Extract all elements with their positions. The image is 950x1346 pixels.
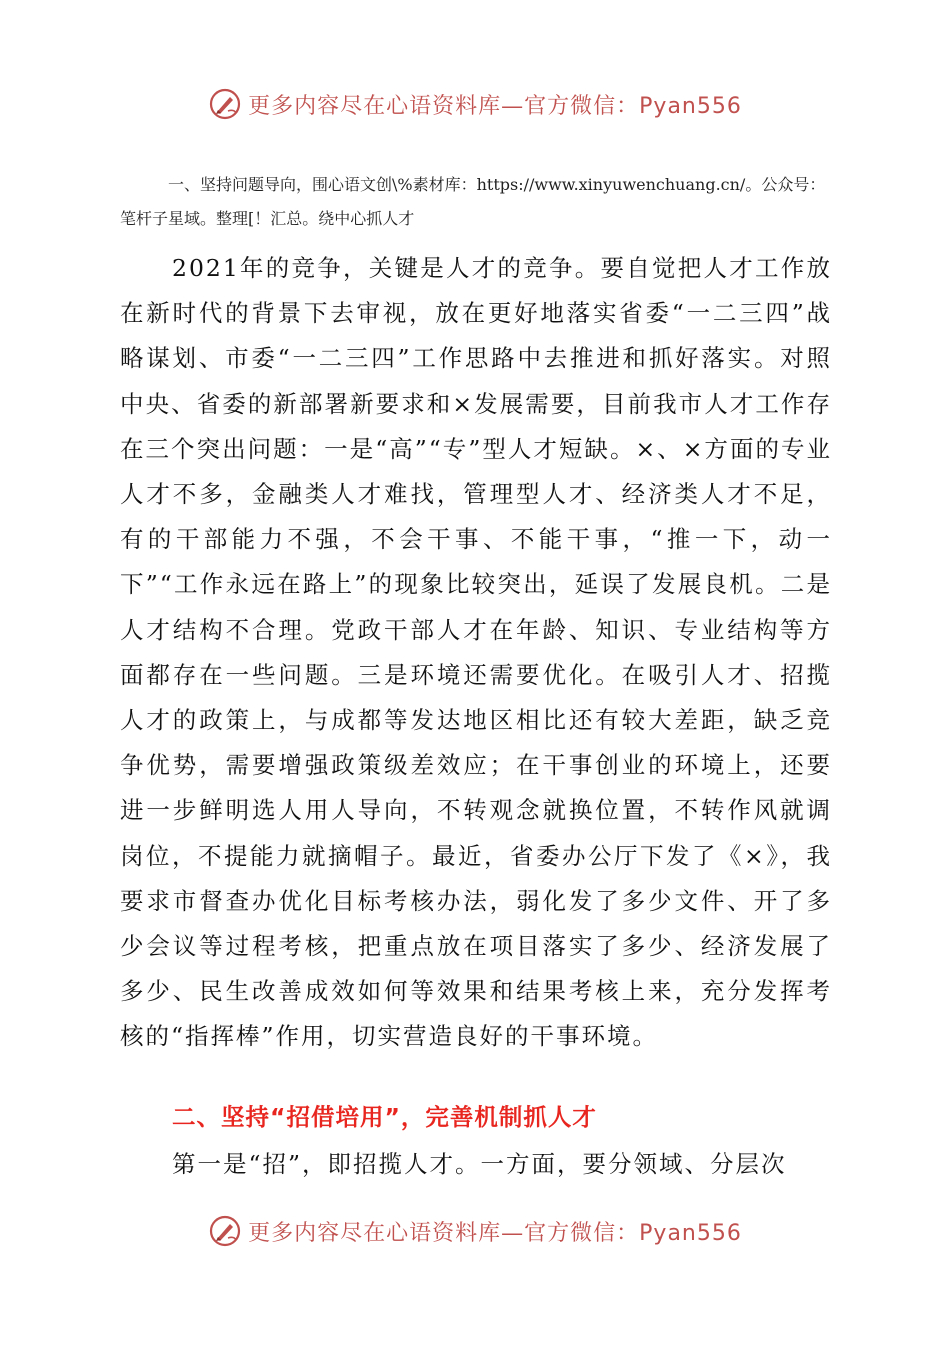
footer-banner (0, 1211, 950, 1251)
banner-text (248, 1216, 742, 1247)
header-banner (0, 84, 950, 124)
intro-line: 一、坚持问题导向，围心语文创\%素材库：https://www.xinyuwenchuang.cn/。公众号：笔杆子星域。整理[！汇总。绕中心抓人才 (120, 175, 826, 228)
section-heading: 二、坚持“招借培用”，完善机制抓人才 (172, 1103, 597, 1131)
banner-label: 更多内容尽在心语资料库—官方微信： (248, 93, 640, 119)
banner-handle: Pyan556 (639, 1220, 742, 1246)
banner-handle: Pyan556 (639, 93, 742, 119)
banner-label: 更多内容尽在心语资料库—官方微信： (248, 1220, 640, 1246)
banner-text (248, 89, 742, 120)
pen-logo-icon (208, 87, 242, 121)
tail-paragraph: 第一是“招”，即招揽人才。一方面，要分领域、分层次 (172, 1150, 787, 1178)
pen-logo-icon (208, 1214, 242, 1248)
main-paragraph: 2021年的竞争，关键是人才的竞争。要自觉把人才工作放在新时代的背景下去审视，放在更好地落实省委“一二三四”战略谋划、市委“一二三四”工作思路中去推进和抓好落实。对照中央、省委的新部署新要求和×发展需要，目前我市人才工作存在三个突出问题：一是“高”“专”型人才短缺。×、×方面的专业人才不多，金融类人才难找，管理型人才、经济类人才不足，有的干部能力不强，不会干事、不能干事，“推一下，动一下”“工作永远在路上”的现象比较突出，延误了发展良机。二是人才结构不合理。党政干部人才在年龄、知识、专业结构等方面都存在一些问题。三是环境还需要优化。在吸引人才、招揽人才的政策上，与成都等发达地区相比还有较大差距，缺乏竞争优势，需要增强政策级差效应；在干事创业的环境上，还要进一步鲜明选人用人导向，不转观念就换位置，不转作风就调岗位，不提能力就摘帽子。最近，省委办公厅下发了《×》，我要求市督查办优化目标考核办法，弱化发了多少文件、开了多少会议等过程考核，把重点放在项目落实了多少、经济发展了多少、民生改善成效如何等效果和结果考核上来，充分发挥考核的“指挥棒”作用，切实营造良好的干事环境。 (120, 254, 832, 1051)
